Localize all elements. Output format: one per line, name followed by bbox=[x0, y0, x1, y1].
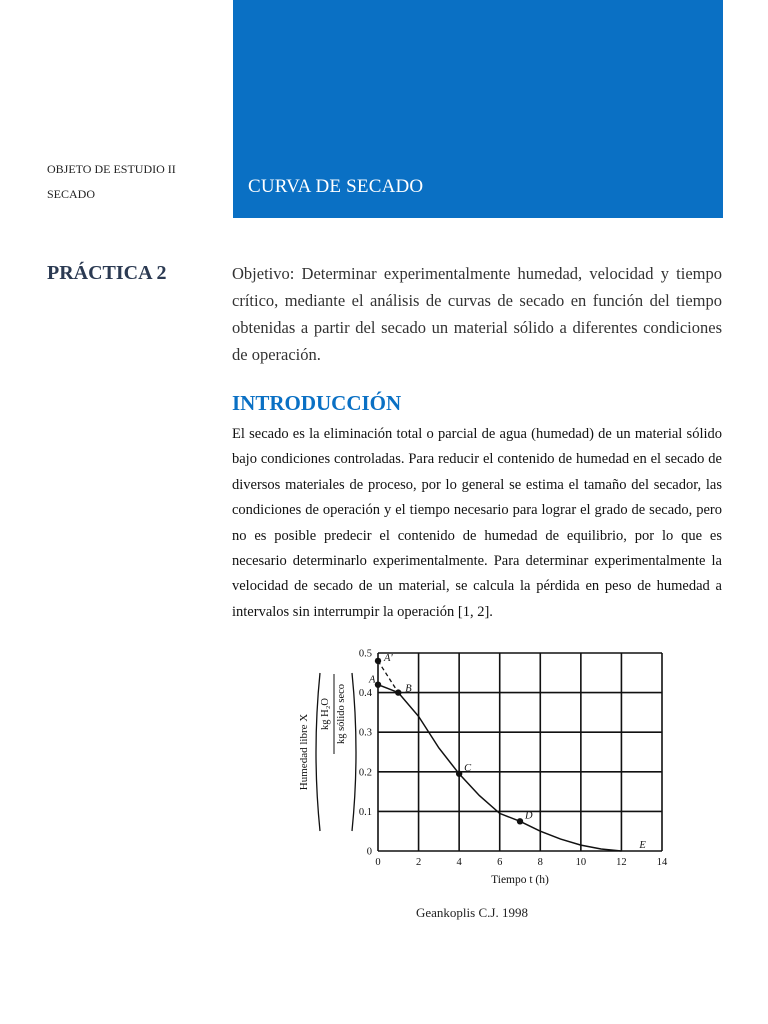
y-tick-label: 0 bbox=[366, 846, 372, 858]
objective-paragraph: Objetivo: Determinar experimentalmente humedad, velocidad y tiempo crítico, mediante el análisis de curvas de secado en función del tiempo obtenidas a partir del secado un material sólido a diferentes condiciones de operación. bbox=[232, 264, 722, 364]
x-tick-label: 8 bbox=[537, 857, 543, 868]
data-point-a bbox=[375, 681, 381, 687]
x-tick-label: 4 bbox=[456, 857, 462, 868]
data-point-d bbox=[517, 818, 523, 824]
intro-paragraph: El secado es la eliminación total o parcial de agua (humedad) de un material sólido bajo condiciones controladas. Para reducir el contenido de humedad en el secado de diversos materiales de proceso, por lo general se estima el tamaño del secador, las condiciones de operación y el tiempo necesario para lograr el grado de secado, pero no es posible predecir el contenido de humedad de equilibrio, por lo que es necesario determinarlo experimentalmente. Para determinar experimentalmente la velocidad de secado de un material, se calcula la pérdida en peso de humedad a intervalos sin interrumpir la operación [1, 2]. bbox=[232, 426, 722, 620]
data-point-aprime bbox=[375, 658, 381, 664]
point-label: B bbox=[405, 683, 412, 695]
x-tick-label: 6 bbox=[497, 857, 503, 868]
x-tick-label: 0 bbox=[375, 857, 381, 868]
data-point-b bbox=[395, 689, 401, 695]
y-tick-label: 0.2 bbox=[358, 767, 372, 779]
x-axis-label: Tiempo t (h) bbox=[491, 874, 549, 886]
y-axis-label-denominator: kg sólido seco bbox=[336, 683, 347, 745]
practice-label: PRÁCTICA 2 bbox=[47, 262, 167, 284]
y-axis-label-paren-right bbox=[352, 673, 356, 831]
y-axis-label-numerator: kg H₂O bbox=[320, 698, 331, 730]
course-info bbox=[47, 157, 176, 207]
y-tick-label: 0.4 bbox=[358, 688, 372, 700]
x-tick-label: 12 bbox=[616, 857, 627, 868]
x-tick-label: 10 bbox=[575, 857, 587, 868]
y-tick-label: 0.5 bbox=[358, 648, 372, 660]
document-title: CURVA DE SECADO bbox=[248, 176, 424, 197]
point-label: A' bbox=[384, 652, 393, 664]
y-tick-label: 0.1 bbox=[358, 806, 372, 818]
y-axis-label-paren-left bbox=[316, 673, 320, 831]
intro-heading: INTRODUCCIÓN bbox=[232, 391, 402, 415]
drying-curve-chart bbox=[290, 640, 690, 890]
point-label: D bbox=[525, 810, 533, 822]
course-name: OBJETO DE ESTUDIO II bbox=[47, 162, 176, 176]
x-tick-label: 2 bbox=[415, 857, 422, 868]
drying-curve-figure bbox=[290, 640, 690, 890]
point-label: E bbox=[639, 840, 646, 851]
figure-caption: Geankoplis C.J. 1998 bbox=[416, 905, 528, 920]
course-topic: SECADO bbox=[47, 187, 96, 201]
data-point-c bbox=[456, 771, 462, 777]
point-label: A bbox=[369, 674, 376, 686]
y-tick-label: 0.3 bbox=[358, 727, 372, 739]
x-tick-label: 14 bbox=[656, 857, 668, 868]
y-axis-label-main: Humedad libre X bbox=[298, 713, 310, 791]
header-band bbox=[233, 0, 723, 218]
point-label: C bbox=[464, 762, 472, 774]
